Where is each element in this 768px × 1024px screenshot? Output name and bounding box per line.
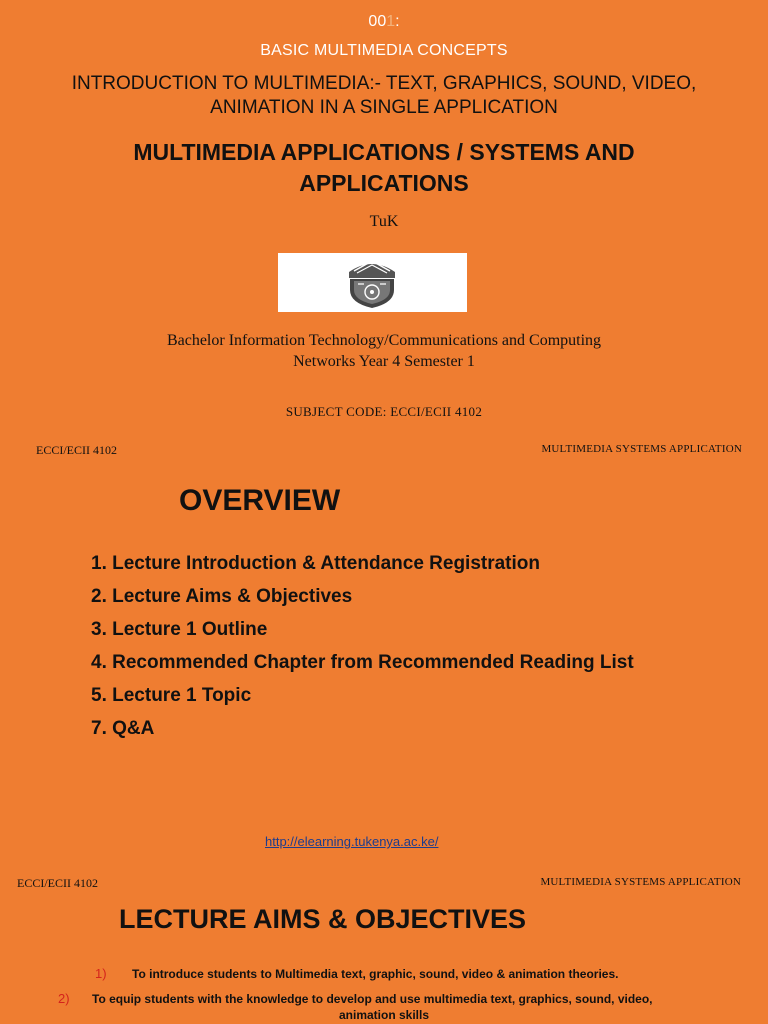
slide-number-prefix: 00 <box>368 13 387 30</box>
main-title-line-2: APPLICATIONS <box>299 170 469 196</box>
university-crest-icon <box>346 256 398 309</box>
main-title-line-1: MULTIMEDIA APPLICATIONS / SYSTEMS AND <box>133 139 635 165</box>
objective-text: animation skills <box>338 1008 430 1022</box>
university-logo <box>278 253 467 312</box>
overview-item: 2. Lecture Aims & Objectives <box>91 586 353 607</box>
overview-item: 1. Lecture Introduction & Attendance Registration <box>91 553 541 574</box>
slide-number <box>0 13 768 31</box>
overview-item: 7. Q&A <box>91 718 155 739</box>
overview-item: 4. Recommended Chapter from Recommended Reading List <box>91 652 634 673</box>
objective-number: 1) <box>95 966 107 981</box>
objective-number: 2) <box>58 991 70 1006</box>
footer-course-code: ECCI/ECII 4102 <box>36 443 117 457</box>
programme-line-1: Bachelor Information Technology/Communications and Computing <box>166 332 602 349</box>
section-title: BASIC MULTIMEDIA CONCEPTS <box>260 42 508 59</box>
programme-line-2: Networks Year 4 Semester 1 <box>293 353 475 370</box>
overview-item: 5. Lecture 1 Topic <box>91 685 252 706</box>
intro-title-line-2: ANIMATION IN A SINGLE APPLICATION <box>210 97 558 118</box>
programme <box>0 330 768 372</box>
objective-text: To introduce students to Multimedia text, graphic, sound, video & animation theories. <box>132 967 619 981</box>
author: TuK <box>369 213 399 230</box>
footer-course-code: ECCI/ECII 4102 <box>17 876 98 890</box>
slide-number-suffix: 1 <box>386 13 396 30</box>
overview-item: 3. Lecture 1 Outline <box>91 619 268 640</box>
objective-text: To equip students with the knowledge to develop and use multimedia text, graphics, sound, video, <box>92 992 653 1006</box>
main-title <box>0 137 768 199</box>
intro-title <box>0 72 768 120</box>
intro-title-line-1: INTRODUCTION TO MULTIMEDIA:- TEXT, GRAPHICS, SOUND, VIDEO, <box>71 73 697 94</box>
subject-code: SUBJECT CODE: ECCI/ECII 4102 <box>285 404 483 419</box>
slide-number-colon: : <box>395 13 400 30</box>
footer-course-name: MULTIMEDIA SYSTEMS APPLICATION <box>541 443 742 455</box>
overview-list <box>91 550 634 748</box>
elearning-link[interactable]: http://elearning.tukenya.ac.ke/ <box>265 834 439 849</box>
aims-title: LECTURE AIMS & OBJECTIVES <box>119 904 527 934</box>
overview-title: OVERVIEW <box>179 484 341 517</box>
footer-course-name: MULTIMEDIA SYSTEMS APPLICATION <box>540 876 741 888</box>
